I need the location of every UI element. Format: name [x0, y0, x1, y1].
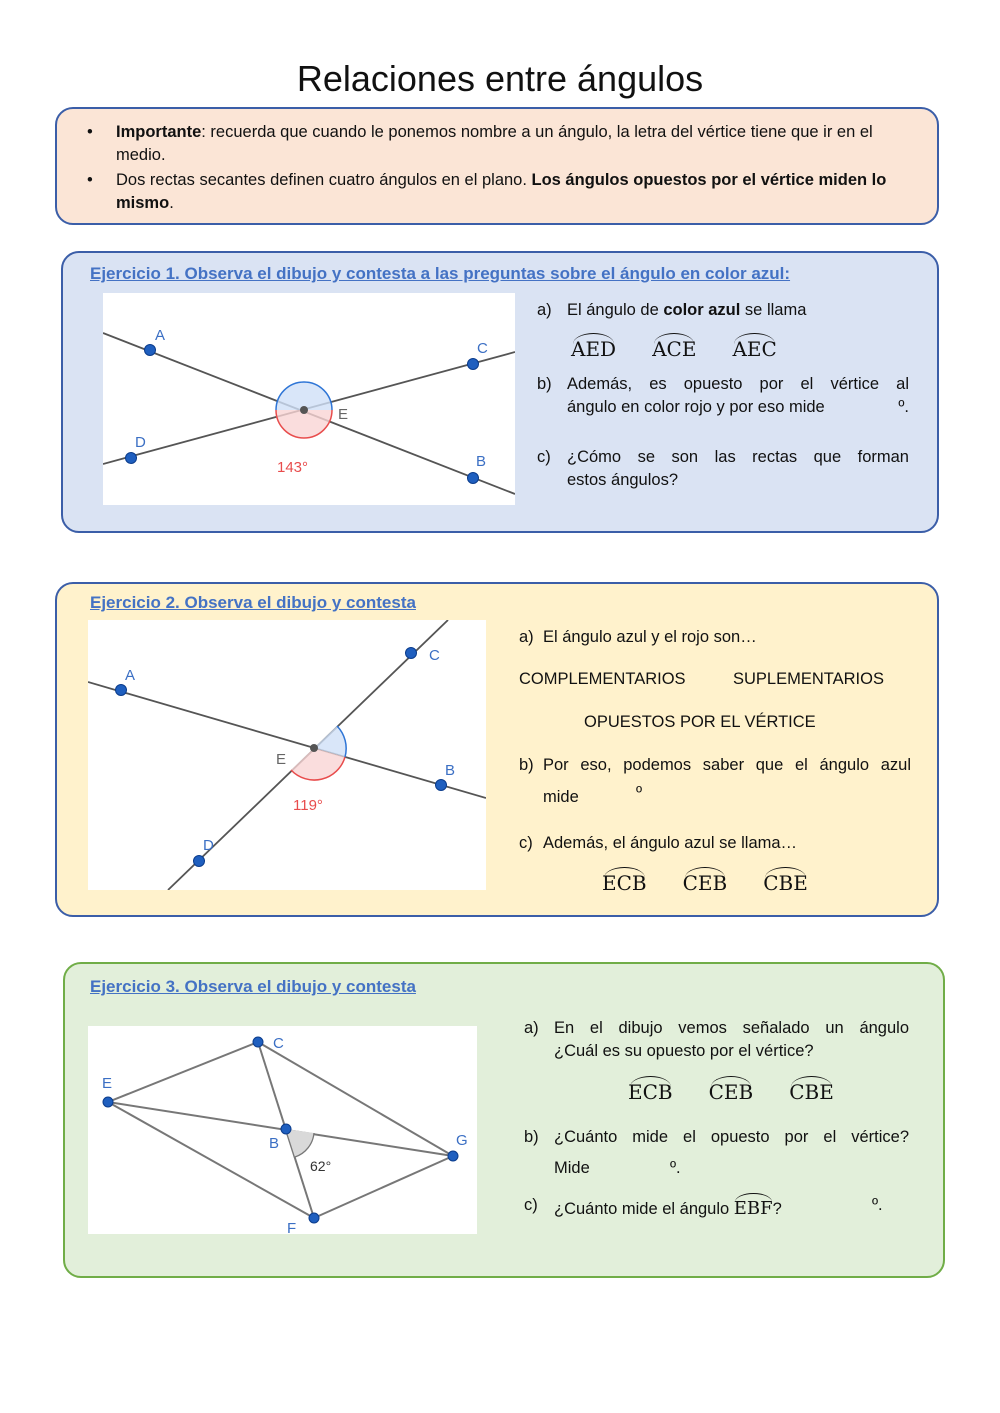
angle-option[interactable]: ECB [602, 865, 647, 895]
point-b-label: B [476, 453, 487, 470]
exercise-1-options [571, 331, 813, 361]
point-f-label: F [287, 1220, 297, 1234]
angle-label: 62° [310, 1158, 332, 1174]
exercise-2-question-a: a) El ángulo azul y el rojo son… [519, 628, 757, 646]
exercise-1-question-c: c) ¿Cómo se son las rectas que forman estos ángulos? [537, 448, 909, 489]
info-box [55, 107, 939, 225]
exercise-3-question-c: c) ¿Cuánto mide el ángulo EBF? º. [524, 1196, 883, 1219]
option-suplementarios[interactable]: SUPLEMENTARIOS [733, 670, 884, 688]
point-b-label: B [269, 1135, 280, 1152]
angle-option[interactable]: CEB [709, 1074, 754, 1104]
point-d-label: D [135, 434, 146, 451]
important-label: Importante [116, 123, 202, 141]
point-c-label: C [477, 340, 488, 357]
exercise-1-figure [103, 293, 515, 505]
exercise-2-title: Ejercicio 2. Observa el dibujo y contesta [90, 593, 416, 612]
exercise-2-question-c: c) Además, el ángulo azul se llama… [519, 834, 798, 852]
exercise-3-question-a: a) En el dibujo vemos señalado un ángulo ¿Cuál es su opuesto por el vértice? [524, 1019, 909, 1060]
exercise-3-title: Ejercicio 3. Observa el dibujo y contesta [90, 977, 416, 996]
exercise-2-question-b: b) Por eso, podemos saber que el ángulo azul mide º [519, 756, 911, 806]
rule-end: . [169, 194, 174, 212]
option-complementarios[interactable]: COMPLEMENTARIOS [519, 670, 686, 688]
point-c-label: C [273, 1035, 284, 1052]
angle-option[interactable]: CBE [789, 1074, 834, 1104]
bullet-icon: • [87, 171, 93, 189]
angle-option[interactable]: ACE [652, 331, 696, 361]
info-item-important [85, 121, 915, 167]
exercise-1-question-a: a) El ángulo de color azul se llama [537, 301, 807, 319]
angle-label: 119° [293, 797, 323, 814]
angle-ebf: EBF [734, 1194, 773, 1220]
exercise-3-options [628, 1074, 870, 1104]
exercise-2-options [602, 865, 844, 895]
exercise-3-figure [88, 1026, 477, 1234]
bullet-icon: • [87, 123, 93, 141]
exercise-1-title: Ejercicio 1. Observa el dibujo y contesta a las preguntas sobre el ángulo en color azul: [90, 264, 791, 283]
page-title: Relaciones entre ángulos [296, 58, 704, 99]
rule-bold: Los ángulos opuestos por el vértice miden lo mismo [116, 171, 887, 212]
point-e-label: E [102, 1075, 113, 1092]
point-d-label: D [203, 837, 214, 854]
angle-option[interactable]: AED [571, 331, 616, 361]
info-item-rule [85, 169, 915, 215]
angle-option[interactable]: CBE [763, 865, 808, 895]
info-list [85, 121, 915, 217]
point-a-label: A [155, 327, 166, 344]
angle-option[interactable]: CEB [683, 865, 728, 895]
point-g-label: G [456, 1132, 468, 1149]
angle-label: 143° [277, 459, 309, 476]
point-e-label: E [276, 751, 287, 768]
exercise-3-question-b: b) ¿Cuánto mide el opuesto por el vértice? Mide º. [524, 1128, 909, 1177]
angle-option[interactable]: ECB [628, 1074, 673, 1104]
rule-text: Dos rectas secantes definen cuatro ángulos en el plano. [116, 171, 532, 189]
exercise-2-figure [88, 620, 486, 890]
exercise-1-question-b: b) Además, es opuesto por el vértice al ángulo en color rojo y por eso mide º. [537, 375, 909, 416]
point-a-label: A [125, 667, 136, 684]
point-e-label: E [338, 406, 349, 423]
angle-option[interactable]: AEC [732, 331, 776, 361]
point-c-label: C [429, 647, 440, 664]
important-text: : recuerda que cuando le ponemos nombre a un ángulo, la letra del vértice tiene que ir en el medio. [116, 123, 873, 164]
point-b-label: B [445, 762, 456, 779]
option-opuestos[interactable]: OPUESTOS POR EL VÉRTICE [584, 713, 816, 731]
